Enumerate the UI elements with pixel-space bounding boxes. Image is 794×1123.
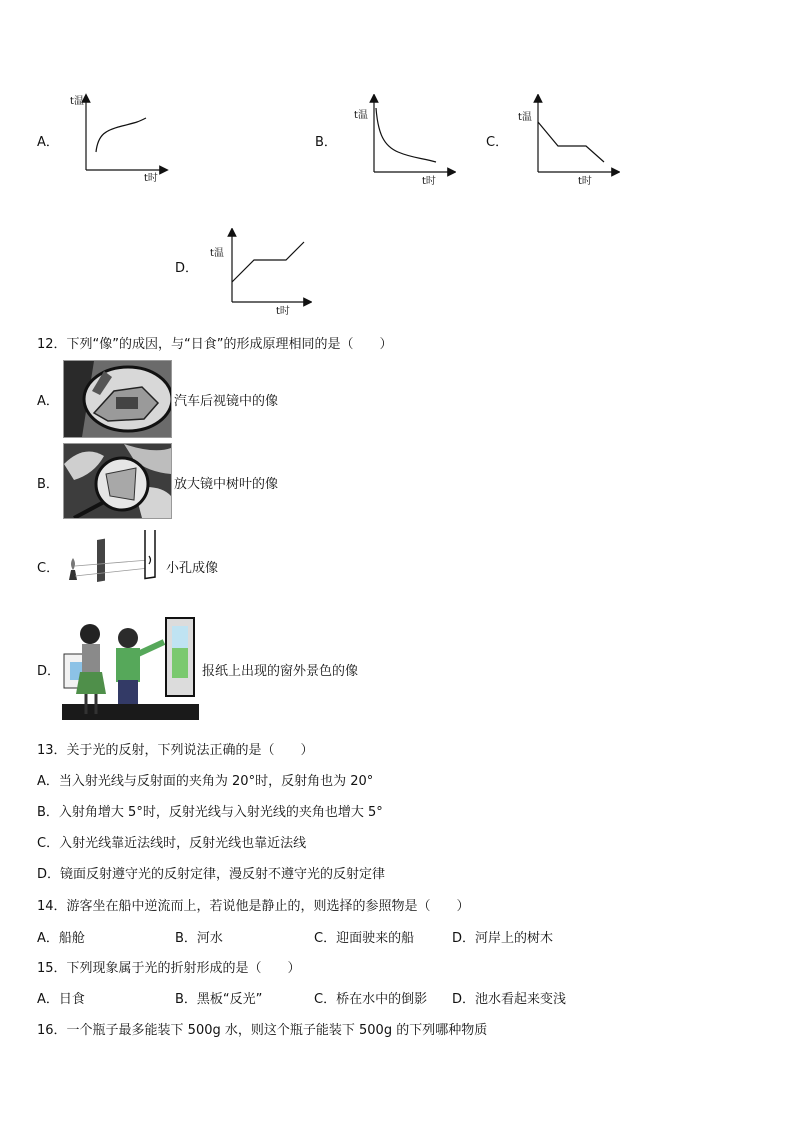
option-letter-a: A．: [37, 135, 59, 150]
q13-option-a: A．当入射光线与反射面的夹角为 20°时，反射角也为 20°: [37, 774, 374, 789]
window-newspaper-drawing: [62, 614, 199, 720]
curve-c: [538, 122, 604, 162]
q14-stem: 14．游客坐在船中逆流而上，若说他是静止的，则选择的参照物是（ ）: [37, 899, 470, 914]
pinhole-camera-drawing: [63, 530, 163, 594]
q14-option-c: C．迎面驶来的船: [314, 931, 415, 946]
q15-option-c: C．桥在水中的倒影: [314, 992, 428, 1007]
curve-b: [376, 108, 436, 162]
q12-option-letter-d: D．: [37, 664, 61, 679]
option-letter-c: C．: [486, 135, 509, 150]
x-axis-label: t时: [578, 176, 592, 187]
q13-option-d: D．镜面反射遵守光的反射定律，漫反射不遵守光的反射定律: [37, 867, 386, 882]
q12-option-letter-b: B．: [37, 477, 59, 492]
q12-option-text-a: 汽车后视镜中的像: [174, 394, 279, 409]
graph-b: [352, 94, 456, 188]
q12-stem: 12．下列“像”的成因，与“日食”的形成原理相同的是（ ）: [37, 337, 393, 352]
y-axis-label: t温: [70, 96, 84, 107]
curve-a: [96, 118, 146, 152]
q12-option-text-d: 报纸上出现的窗外景色的像: [202, 664, 359, 679]
q15-option-a: A．日食: [37, 992, 85, 1007]
q13-option-b: B．入射角增大 5°时，反射光线与入射光线的夹角也增大 5°: [37, 805, 383, 820]
q12-option-letter-a: A．: [37, 394, 59, 409]
q13-option-c: C．入射光线靠近法线时，反射光线也靠近法线: [37, 836, 307, 851]
x-axis-label: t时: [276, 306, 290, 317]
q13-stem: 13．关于光的反射，下列说法正确的是（ ）: [37, 743, 314, 758]
x-axis-label: t时: [144, 173, 158, 184]
y-axis-label: t温: [518, 112, 532, 123]
q15-option-b: B．黑板“反光”: [175, 992, 263, 1007]
car-mirror-image: [63, 360, 172, 438]
q16-stem: 16．一个瓶子最多能装下 500g 水，则这个瓶子能装下 500g 的下列哪种物质: [37, 1023, 488, 1038]
graph-c: [516, 94, 620, 188]
q14-option-b: B．河水: [175, 931, 223, 946]
q14-option-d: D．河岸上的树木: [452, 931, 554, 946]
magnifier-drawing: [64, 444, 171, 518]
magnifier-leaf-image: [63, 443, 172, 519]
graph-a: [66, 92, 170, 184]
graph-d: [208, 228, 312, 320]
option-letter-d: D．: [175, 261, 199, 276]
curve-d: [232, 242, 304, 282]
q14-option-a: A．船舱: [37, 931, 85, 946]
q15-option-d: D．池水看起来变浅: [452, 992, 567, 1007]
q12-option-text-c: 小孔成像: [166, 561, 219, 576]
x-axis-label: t时: [422, 176, 436, 187]
q15-stem: 15．下列现象属于光的折射形成的是（ ）: [37, 961, 301, 976]
y-axis-label: t温: [210, 248, 224, 259]
y-axis-label: t温: [354, 110, 368, 121]
q12-option-text-b: 放大镜中树叶的像: [174, 477, 279, 492]
q12-option-letter-c: C．: [37, 561, 60, 576]
car-mirror-drawing: [64, 361, 171, 437]
option-letter-b: B．: [315, 135, 337, 150]
